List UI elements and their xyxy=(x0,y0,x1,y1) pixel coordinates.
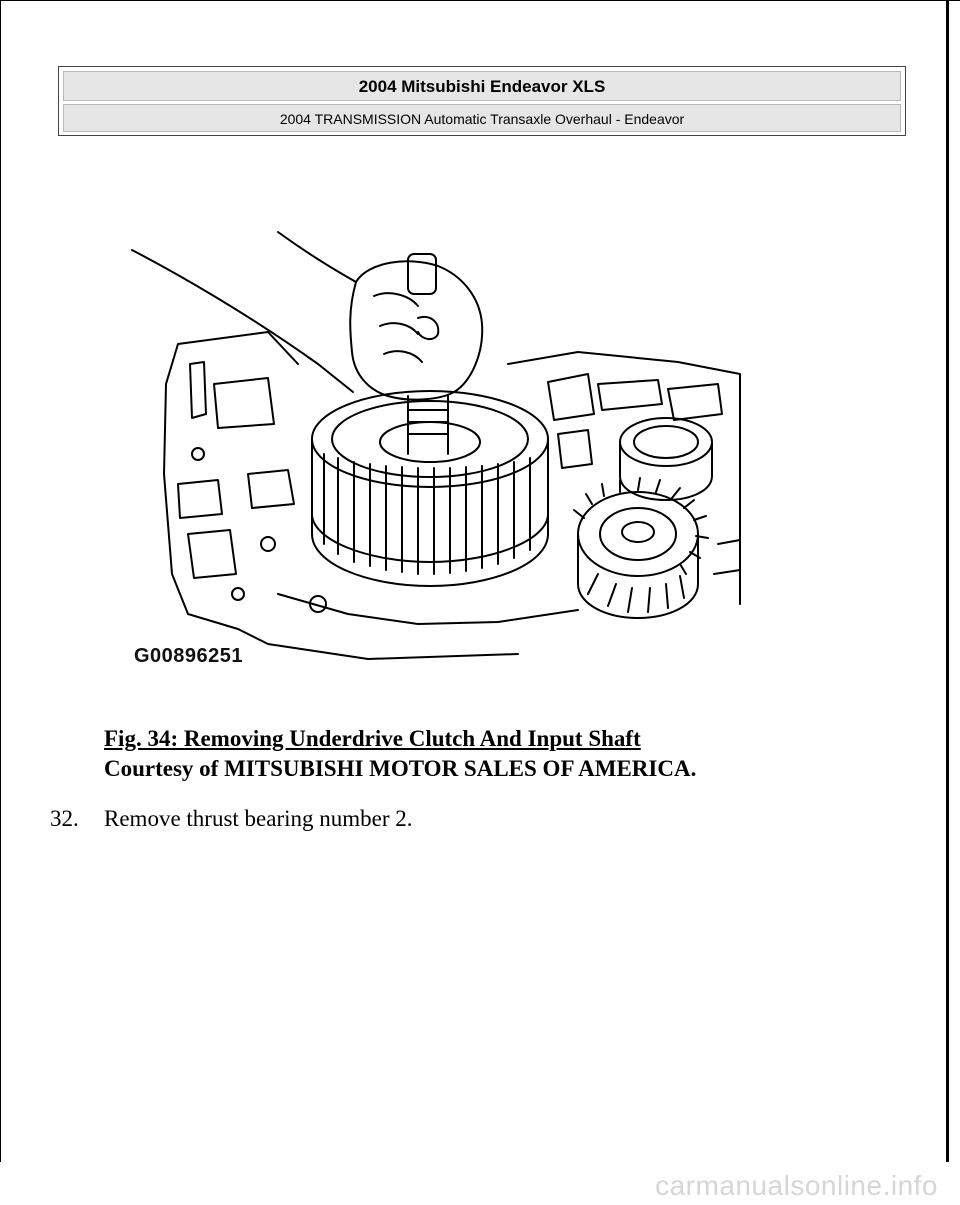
page-border-right xyxy=(946,0,949,1162)
figure-code: G00896251 xyxy=(134,645,244,667)
page-border-left xyxy=(0,0,1,1162)
step-text: Remove thrust bearing number 2. xyxy=(104,806,413,831)
figure-caption: Fig. 34: Removing Underdrive Clutch And Input Shaft xyxy=(104,726,641,751)
header-subtitle: 2004 TRANSMISSION Automatic Transaxle Overhaul - Endeavor xyxy=(63,104,901,132)
figure-credit: Courtesy of MITSUBISHI MOTOR SALES OF AMERICA. xyxy=(104,756,697,781)
figure-caption-block xyxy=(104,724,696,784)
document-header xyxy=(58,66,906,136)
step-number: 32. xyxy=(50,806,79,831)
page-border-top xyxy=(0,0,960,1)
procedure-step xyxy=(50,804,413,834)
transaxle-illustration xyxy=(118,214,743,674)
footer-watermark: carmanualsonline.info xyxy=(655,1170,938,1201)
header-title: 2004 Mitsubishi Endeavor XLS xyxy=(63,71,901,101)
